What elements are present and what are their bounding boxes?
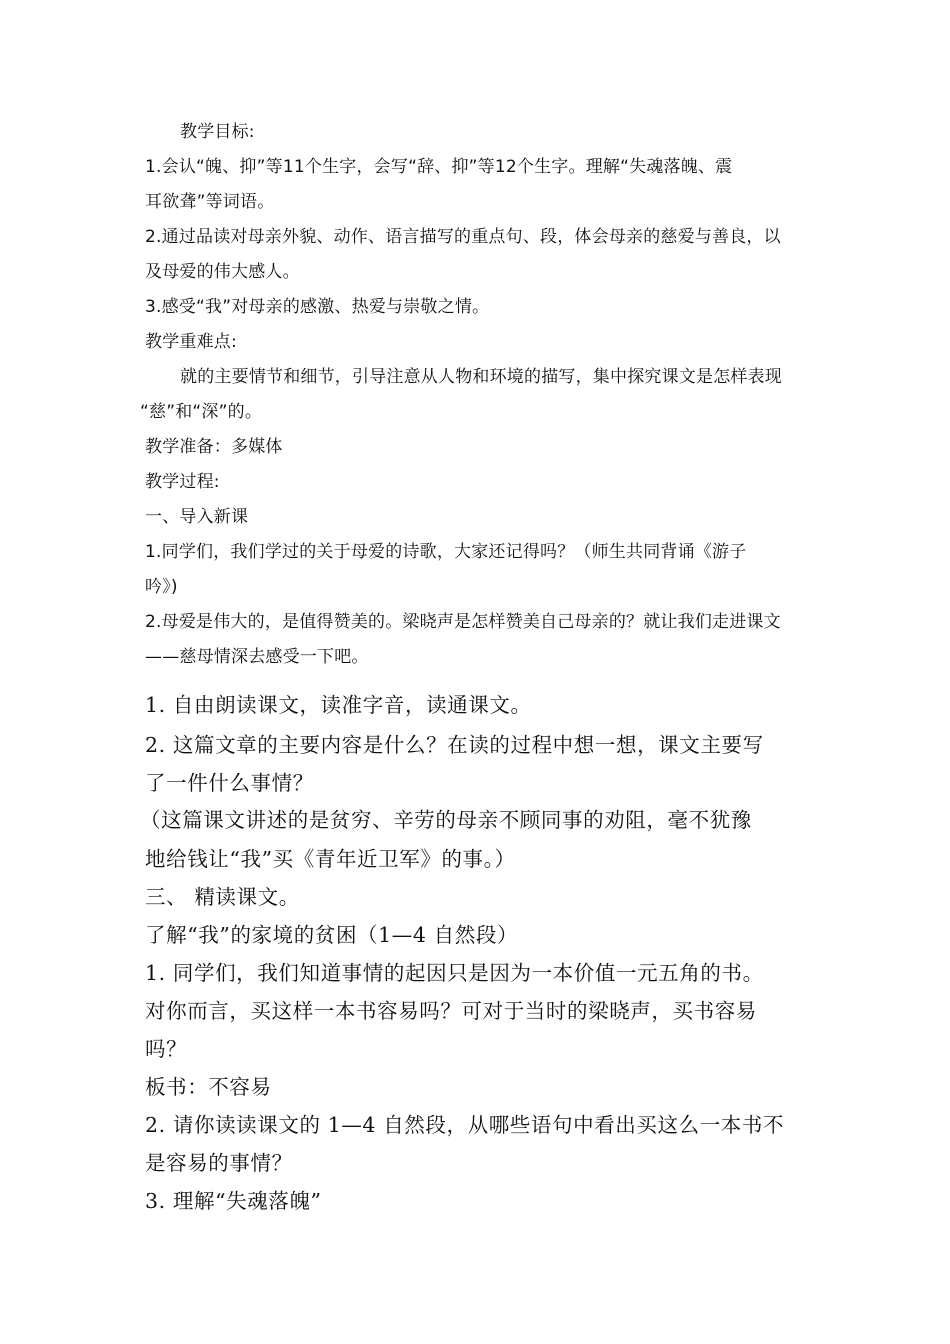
heading-teaching-process: 教学过程: — [145, 472, 220, 492]
read-2-line-2: 了一件什么事情？ — [145, 771, 314, 795]
section-1-heading: 一、导入新课 — [145, 507, 249, 527]
goal-2-line-1: 2.通过品读对母亲外貌、动作、语言描写的重点句、段，体会母亲的慈爱与善良，以 — [145, 227, 781, 247]
board-note: 板书：不容易 — [145, 1075, 272, 1099]
intro-2-line-1: 2.母爱是伟大的，是值得赞美的。梁晓声是怎样赞美自己母亲的？就让我们走进课文 — [145, 612, 781, 632]
intro-1-line-1: 1.同学们，我们学过的关于母爱的诗歌，大家还记得吗？（师生共同背诵《游子 — [145, 542, 747, 562]
answer-line-2: 地给钱让“我”买《青年近卫军》的事。） — [145, 847, 516, 871]
goal-3: 3.感受“我”对母亲的感激、热爱与崇敬之情。 — [145, 297, 490, 317]
goal-1-line-2: 耳欲聋”等词语。 — [145, 192, 275, 212]
section-3-heading: 三、 精读课文。 — [145, 885, 300, 909]
goal-1-line-1: 1.会认“魄、抑”等11个生字，会写“辞、抑”等12个生字。理解“失魂落魄、震 — [145, 157, 733, 177]
question-1-line-2: 对你而言，买这样一本书容易吗？可对于当时的梁晓声，买书容易 — [145, 999, 757, 1023]
answer-line-1: （这篇课文讲述的是贫穷、辛劳的母亲不顾同事的劝阻，毫不犹豫 — [140, 808, 752, 832]
teaching-prep: 教学准备：多媒体 — [145, 437, 283, 457]
question-3: 3. 理解“失魂落魄” — [145, 1189, 322, 1213]
question-2-line-1: 2. 请你读读课文的 1—4 自然段，从哪些语句中看出买这么一本书不 — [145, 1113, 785, 1137]
heading-key-points: 教学重难点: — [145, 332, 237, 352]
key-points-line-2: “慈”和“深”的。 — [140, 402, 263, 422]
subsection-heading: 了解“我”的家境的贫困（1—4 自然段） — [145, 923, 519, 947]
key-points-line-1: 就的主要情节和细节，引导注意从人物和环境的描写，集中探究课文是怎样表现 — [180, 367, 782, 387]
heading-teaching-goals: 教学目标: — [180, 122, 255, 142]
intro-1-line-2: 吟》) — [145, 577, 178, 597]
goal-2-line-2: 及母爱的伟大感人。 — [145, 262, 300, 282]
intro-2-line-2: ——慈母情深去感受一下吧。 — [145, 647, 369, 667]
question-2-line-2: 是容易的事情？ — [145, 1151, 293, 1175]
read-2-line-1: 2. 这篇文章的主要内容是什么？在读的过程中想一想，课文主要写 — [145, 733, 764, 757]
read-1: 1. 自由朗读课文，读准字音，读通课文。 — [145, 693, 532, 717]
question-1-line-1: 1. 同学们，我们知道事情的起因只是因为一本价值一元五角的书。 — [145, 961, 764, 985]
question-1-line-3: 吗？ — [145, 1037, 188, 1061]
